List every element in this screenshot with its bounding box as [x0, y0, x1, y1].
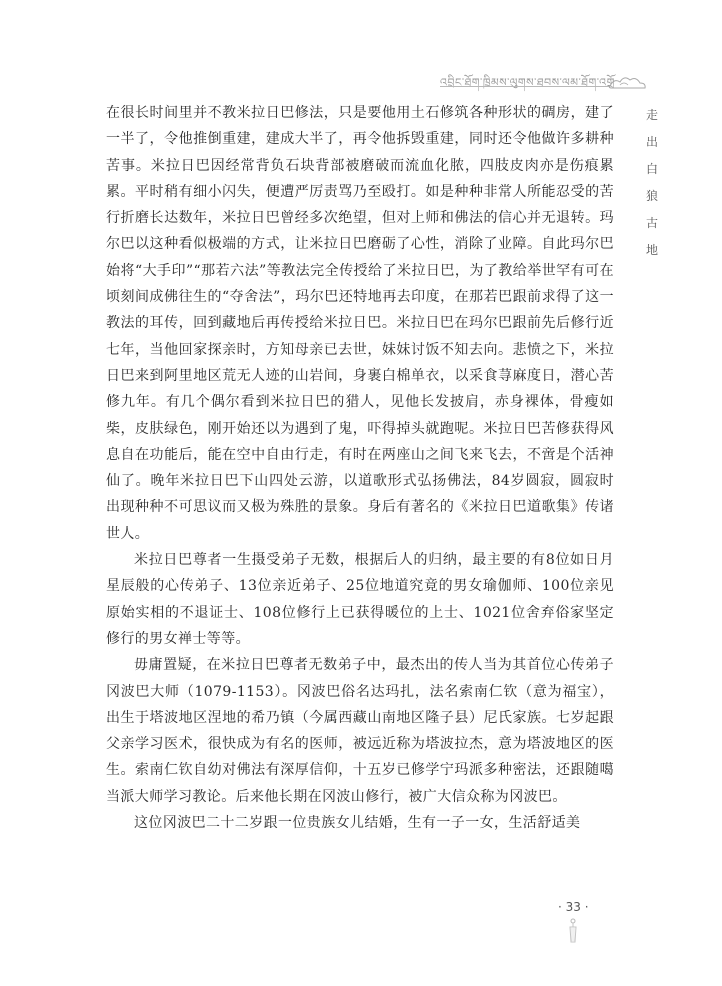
side-title-char: 古	[645, 216, 658, 230]
running-header	[440, 66, 680, 92]
side-title-char: 白	[645, 162, 658, 176]
header-rule	[440, 86, 610, 87]
paragraph: 在很长时间里并不教米拉日巴修法，只是要他用土石修筑各种形状的碉房，建了一半了，令他推倒重建，建成大半了，再令他拆毁重建，同时还令他做许多耕种苦事。米拉日巴因经常背负石块背部被磨破而流血化脓，四肢皮肉亦是伤痕累累。平时稍有细小闪失，便遭严厉责骂乃至殴打。如是种种非常人所能忍受的苦行折磨长达数年，米拉日巴曾经多次绝望，但对上师和佛法的信心并无退转。玛尔巴以这种看似极端的方式，让米拉日巴磨砺了心性，消除了业障。自此玛尔巴始将“大手印”“那若六法”等教法完全传授给了米拉日巴，为了教给举世罕有可在顷刻间成佛往生的“夺舍法”，玛尔巴还特地再去印度，在那若巴跟前求得了这一教法的耳传，回到藏地后再传授给米拉日巴。米拉日巴在玛尔巴跟前先后修行近七年，当他回家探亲时，方知母亲已去世，妹妹讨饭不知去向。悲愤之下，米拉日巴来到阿里地区荒无人迹的山岩间，身裹白棉单衣，以采食荨麻度日，潜心苦修九年。有几个偶尔看到米拉日巴的猎人，见他长发披肩，赤身裸体，骨瘦如柴，皮肤绿色，刚开始还以为遇到了鬼，吓得掉头就跑呢。米拉日巴苦修获得风息自在功能后，能在空中自由行走，有时在两座山之间飞来飞去，不啻是个活神仙了。晚年米拉日巴下山四处云游，以道歌形式弘扬佛法，84岁圆寂，圆寂时出现种种不可思议而又极为殊胜的景象。身后有著名的《米拉日巴道歌集》传诸世人。	[106, 105, 614, 542]
side-title-char: 狼	[645, 189, 658, 203]
side-title-char: 出	[645, 135, 658, 149]
paragraph: 这位冈波巴二十二岁跟一位贵族女儿结婚，生有一子一女，生活舒适美	[134, 815, 581, 832]
paragraph: 米拉日巴尊者一生摄受弟子无数，根据后人的归纳，最主要的有8位如日月星辰般的心传弟子、13位亲近弟子、25位地道究竟的男女瑜伽师、100位亲见原始实相的不退证士、108位修行上已获得暖位的上士、1021位舍弃俗家坚定修行的男女禅士等等。	[106, 552, 614, 647]
body-text	[106, 100, 614, 836]
tassel-ornament-icon	[566, 918, 580, 944]
cloud-ornament-icon	[608, 74, 648, 92]
vertical-book-title	[642, 102, 662, 264]
paragraph: 毋庸置疑，在米拉日巴尊者无数弟子中，最杰出的传人当为其首位心传弟子冈波巴大师（1079-1153）。冈波巴俗名达玛扎，法名索南仁钦（意为福宝），出生于塔波地区涅地的希乃镇（今属西藏山南地区隆子县）尼氏家族。七岁起跟父亲学习医术，很快成为有名的医师，被远近称为塔波拉杰，意为塔波地区的医生。索南仁钦自幼对佛法有深厚信仰，十五岁已修学宁玛派多种密法，还跟随噶当派大师学习教论。后来他长期在冈波山修行，被广大信众称为冈波巴。	[106, 657, 614, 805]
side-title-char: 地	[645, 243, 658, 257]
side-title-char: 走	[645, 108, 658, 122]
page-number: · 33 ·	[558, 900, 589, 914]
tibetan-header-title: འབྲིང་ཐོག་ཁྲིམས་ལུགས་ཐབས་ལམ་ཐོག་འགྲོ	[440, 76, 615, 89]
